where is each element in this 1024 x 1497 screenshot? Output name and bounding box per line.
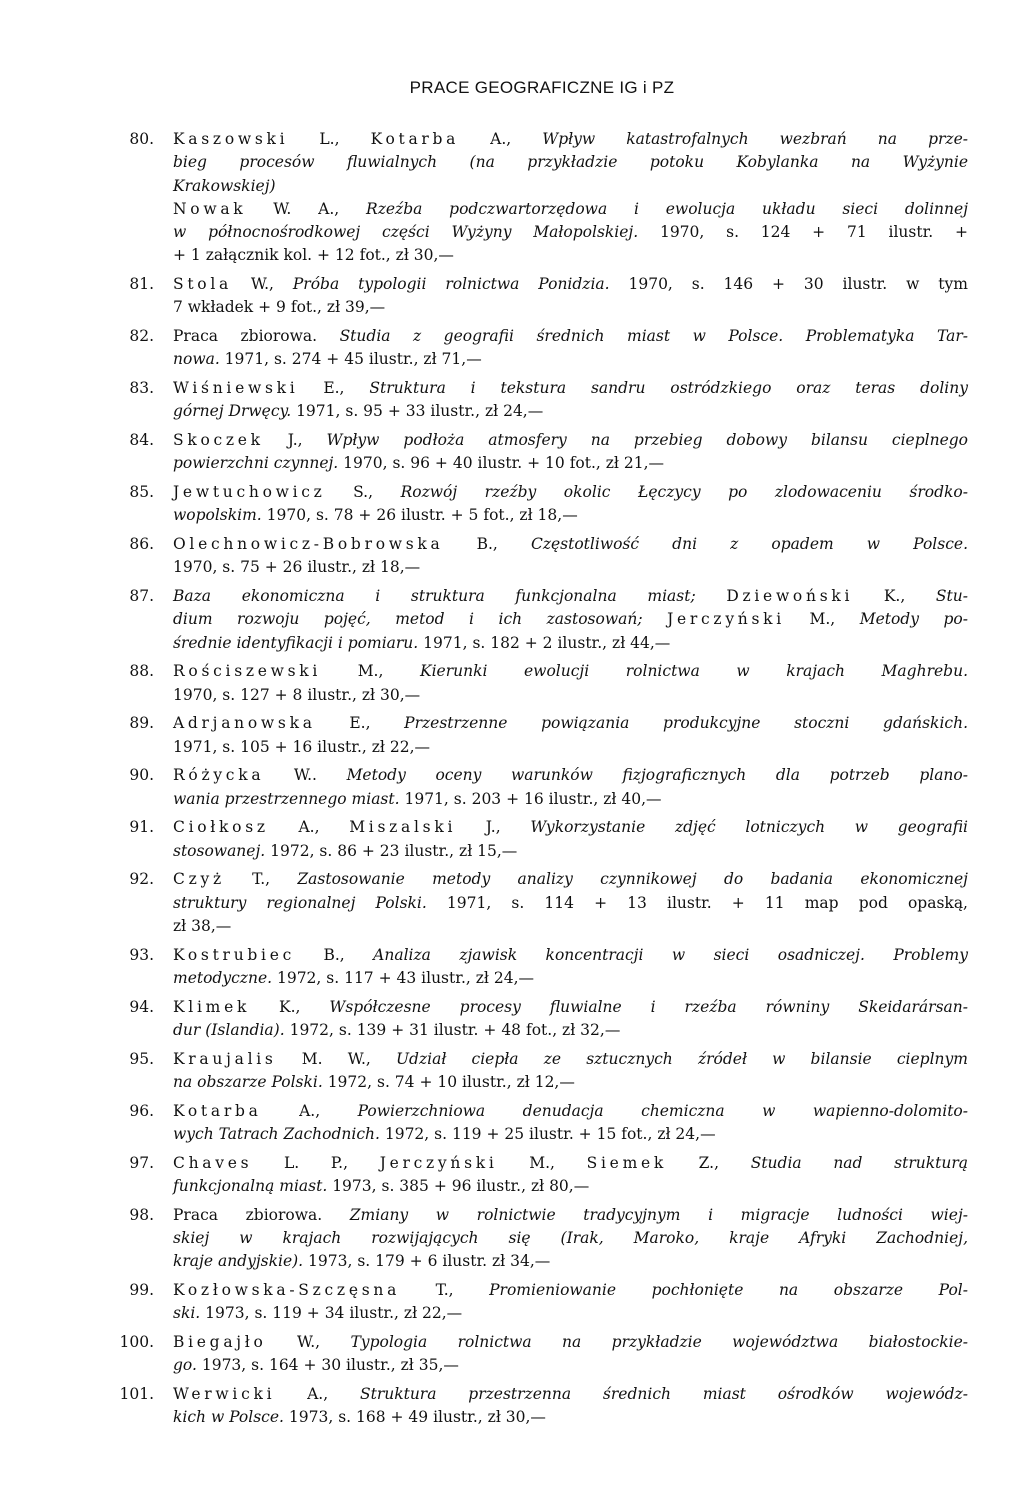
entry-author: Nowak [173, 199, 247, 218]
entry-line [173, 452, 968, 475]
entry-number: 82. [129, 327, 154, 346]
entry-title-text: go. [173, 1356, 197, 1375]
entry-line [173, 348, 968, 371]
entry-text: B., [295, 945, 374, 964]
entry-title-text: Współczesne procesy fluwialne i rzeźba równiny Skeidarársan- [329, 997, 968, 1016]
entry-author: Biegajło [173, 1332, 267, 1351]
entry-title-text: Przestrzenne powiązania produkcyjne stoczni gdańskich. [404, 714, 968, 733]
entry-line [173, 1406, 968, 1429]
entry-text: M., [497, 1153, 587, 1172]
entry-line [173, 221, 968, 244]
entry-number: 101. [119, 1384, 154, 1403]
entry-text: 1970, s. 127 + 8 ilustr., zł 30,— [173, 685, 421, 704]
entry-title-text: funkcjonalną miast. [173, 1176, 328, 1195]
entry-text: M., [784, 610, 860, 629]
entry-line [173, 481, 968, 504]
entry-line [173, 632, 968, 655]
entry-title-text: Zmiany w rolnictwie tradycyjnym i migracje ludności wiej- [349, 1205, 968, 1224]
entry-author: Werwicki [173, 1384, 276, 1403]
entry-author: Kostrubiec [173, 945, 296, 964]
entry-line [173, 967, 968, 990]
entry-text: M. W., [276, 1049, 396, 1068]
entry-text: 1973, s. 119 + 34 ilustr., zł 22,— [200, 1304, 463, 1323]
entry-number: 80. [129, 130, 154, 148]
entry-line [173, 1048, 968, 1071]
entry-title-text: górnej Drwęcy. [173, 402, 292, 421]
entry-text: S., [325, 483, 401, 502]
entry-text: W.. [264, 766, 347, 785]
entry-text: 1971, s. 182 + 2 ilustr., zł 44,— [418, 633, 671, 652]
entry-line [173, 1152, 968, 1175]
entry-text: Praca zbiorowa. [173, 327, 340, 346]
entry-text: 1970, s. 75 + 26 ilustr., zł 18,— [173, 558, 421, 577]
bibliography-entry [118, 660, 968, 707]
entry-text: 1971, s. 274 + 45 ilustr., zł 71,— [219, 350, 482, 369]
entry-title-text: Stu- [935, 587, 968, 606]
entry-number: 90. [129, 766, 154, 785]
entry-title-text: powierzchni czynnej. [173, 454, 339, 473]
entry-line [173, 429, 968, 452]
entry-number: 87. [129, 587, 154, 606]
entry-title-text: Typologia rolnictwa na przykładzie województwa białostockie- [350, 1332, 968, 1351]
entry-text: T., [224, 870, 298, 889]
entry-text: 1972, s. 139 + 31 ilustr. + 48 fot., zł 32,— [284, 1020, 621, 1039]
bibliography-entry [118, 996, 968, 1043]
entry-line [173, 1204, 968, 1227]
entry-line [173, 892, 968, 915]
entry-line [173, 504, 968, 527]
bibliography-entry [118, 585, 968, 655]
entry-line [173, 1071, 968, 1094]
entry-title-text: Struktura przestrzenna średnich miast ośrodków wojewódz- [359, 1384, 968, 1403]
entry-text: A., [275, 1384, 360, 1403]
entry-title-text: skiej w krajach rozwijających się (Irak, Maroko, kraje Afryki Zachodniej, [173, 1228, 968, 1247]
entry-author: Siemek [586, 1153, 667, 1172]
entry-line [173, 556, 968, 579]
entry-text: 1973, s. 385 + 96 ilustr., zł 80,— [327, 1176, 590, 1195]
entry-line [173, 151, 968, 174]
bibliography-entry [118, 128, 968, 268]
bibliography-entry [118, 712, 968, 759]
entry-title-text: Metody po- [859, 610, 968, 629]
entry-title-text: Powierzchniowa denudacja chemiczna w wapienno-dolomito- [357, 1101, 968, 1120]
entry-number: 83. [129, 379, 154, 398]
entry-line [173, 764, 968, 787]
entry-line [173, 816, 968, 839]
entry-line [173, 175, 968, 198]
entry-author: Czyż [173, 870, 225, 889]
entry-line [173, 400, 968, 423]
entry-number: 97. [129, 1153, 154, 1172]
entry-text: 1971, s. 114 + 13 ilustr. + 11 map pod opaską, [426, 893, 968, 912]
entry-text: 1970, s. 78 + 26 ilustr. + 5 fot., zł 18,— [261, 506, 578, 525]
bibliography-entry [118, 1383, 968, 1430]
entry-line [173, 1302, 968, 1325]
entry-author: Kraujalis [173, 1049, 277, 1068]
entry-title-text: Próba typologii rolnictwa Ponidzia. [292, 275, 610, 294]
bibliography-entry [118, 377, 968, 424]
entry-text: L., [288, 130, 371, 148]
entry-text: 1973, s. 164 + 30 ilustr., zł 35,— [196, 1356, 459, 1375]
entry-title-text: w północnośrodkowej części Wyżyny Małopolskiej. [173, 223, 639, 242]
entry-text: T., [400, 1280, 490, 1299]
entry-author: Klimek [173, 997, 251, 1016]
entry-title-text: ski. [173, 1304, 201, 1323]
entry-line [173, 996, 968, 1019]
entry-text: E., [315, 714, 405, 733]
entry-line [173, 1331, 968, 1354]
bibliography-entry [118, 1048, 968, 1095]
entry-author: Kozłowska-Szczęsna [173, 1280, 401, 1299]
entry-text: A., [261, 1101, 358, 1120]
entry-title-text: Częstotliwość dni z opadem w Polsce. [530, 535, 968, 554]
entry-text: 1973, s. 179 + 6 ilustr. zł 34,— [303, 1252, 551, 1271]
entry-text: 1972, s. 117 + 43 ilustr., zł 24,— [272, 968, 534, 987]
entry-title-text: Kierunki ewolucji rolnictwa w krajach Maghrebu. [420, 662, 968, 681]
entry-line [173, 840, 968, 863]
entry-line [173, 1383, 968, 1406]
entry-author: Skoczek [173, 431, 264, 450]
entry-line [173, 1123, 968, 1146]
entry-text: 1973, s. 168 + 49 ilustr., zł 30,— [283, 1408, 546, 1427]
entry-line [173, 684, 968, 707]
entry-title-text: Krakowskiej) [173, 176, 276, 195]
entry-number: 81. [129, 275, 154, 294]
entry-line [173, 1354, 968, 1377]
bibliography-entry [118, 868, 968, 938]
entry-line [173, 296, 968, 319]
entry-text: 1970, s. 146 + 30 ilustr. w tym [609, 275, 968, 294]
entry-text: 1971, s. 203 + 16 ilustr., zł 40,— [399, 789, 662, 808]
entry-author: Ciołkosz [173, 818, 269, 837]
entry-author: Dziewoński [726, 587, 854, 606]
entry-line [173, 868, 968, 891]
entry-text: 7 wkładek + 9 fot., zł 39,— [173, 298, 386, 317]
entry-text: J., [456, 818, 531, 837]
bibliography-entry [118, 944, 968, 991]
entry-number: 93. [129, 945, 154, 964]
entry-number: 86. [129, 535, 154, 554]
entry-title-text: na obszarze Polski. [173, 1072, 323, 1091]
entry-line [173, 273, 968, 296]
entry-line [173, 377, 968, 400]
entry-line [173, 1019, 968, 1042]
entry-title-text: Zastosowanie metody analizy czynnikowej do badania ekonomicznej [297, 870, 968, 889]
entry-text: Z., [667, 1153, 751, 1172]
entry-text: 1972, s. 119 + 25 ilustr. + 15 fot., zł 24,— [379, 1124, 716, 1143]
entry-line [173, 944, 968, 967]
entry-line [173, 1227, 968, 1250]
entry-author: Adrjanowska [173, 714, 316, 733]
entry-text: A., [459, 130, 543, 148]
entry-title-text: bieg procesów fluwialnych (na przykładzie potoku Kobylanka na Wyżynie [173, 153, 968, 172]
entry-number: 91. [129, 818, 154, 837]
bibliography-entry [118, 1204, 968, 1274]
entry-line [173, 325, 968, 348]
entry-title-text: Struktura i tekstura sandru ostródzkiego oraz teras doliny [369, 379, 968, 398]
entry-line [173, 1175, 968, 1198]
entry-line [173, 244, 968, 267]
entry-text: J., [263, 431, 327, 450]
entry-author: Miszalski [349, 818, 457, 837]
entry-line [173, 1100, 968, 1123]
entry-number: 85. [129, 483, 154, 502]
entry-author: Jewtuchowicz [173, 483, 326, 502]
entry-text [643, 610, 668, 628]
entry-text: E., [298, 379, 370, 398]
entry-text: 1972, s. 86 + 23 ilustr., zł 15,— [265, 841, 518, 860]
entry-author: Stola [173, 275, 232, 294]
entry-text: B., [443, 535, 531, 554]
entry-line [173, 736, 968, 759]
entry-title-text: Wykorzystanie zdjęć lotniczych w geografii [530, 818, 969, 837]
entry-text: Praca zbiorowa. [173, 1205, 350, 1224]
entry-title-text: Baza ekonomiczna i struktura funkcjonalna miast; [173, 587, 696, 606]
entry-text: 1971, s. 105 + 16 ilustr., zł 22,— [173, 737, 431, 756]
entry-line [173, 1279, 968, 1302]
entry-title-text: Rozwój rzeźby okolic Łęczycy po zlodowaceniu środko- [400, 483, 969, 502]
entry-title-text: Udział ciepła ze sztucznych źródeł w bilansie cieplnym [395, 1049, 968, 1068]
entry-line [173, 585, 968, 608]
entry-number: 98. [129, 1205, 154, 1224]
entry-text: M., [321, 662, 420, 681]
entry-line [173, 128, 968, 151]
entry-author: Wiśniewski [173, 379, 299, 398]
entry-title-text: Promieniowanie pochłonięte na obszarze Pol- [489, 1280, 968, 1299]
bibliography-entry [118, 1279, 968, 1326]
entry-title-text: kich w Polsce. [173, 1408, 284, 1427]
entry-author: Olechnowicz-Bobrowska [173, 535, 444, 554]
entry-line [173, 533, 968, 556]
bibliography-entry [118, 1331, 968, 1378]
entry-line [173, 1250, 968, 1273]
entry-title-text: wopolskim. [173, 506, 262, 525]
bibliography-entry [118, 273, 968, 320]
entry-title-text: dium rozwoju pojęć, metod i ich zastosowań; [173, 610, 643, 629]
entry-title-text: nowa. [173, 350, 220, 369]
entry-title-text: Studia nad strukturą [750, 1153, 968, 1172]
entry-author: Kotarba [370, 130, 460, 148]
entry-title-text: wania przestrzennego miast. [173, 789, 400, 808]
entry-text: zł 38,— [173, 916, 232, 935]
entry-author: Rościszewski [173, 662, 322, 681]
bibliography-entry [118, 1100, 968, 1147]
entry-line [173, 788, 968, 811]
entry-title-text: średnie identyfikacji i pomiaru. [173, 633, 419, 652]
entry-text: 1971, s. 95 + 33 ilustr., zł 24,— [291, 402, 544, 421]
entry-title-text: stosowanej. [173, 841, 266, 860]
bibliography-entry [118, 533, 968, 580]
entry-number: 100. [119, 1332, 154, 1351]
entry-author: Jerczyński [379, 1153, 498, 1172]
entry-title-text: Studia z geografii średnich miast w Polsce. Problematyka Tar- [339, 327, 968, 346]
entry-number: 89. [129, 714, 154, 733]
entry-text: W., [231, 275, 293, 294]
entry-number: 88. [129, 662, 154, 681]
bibliography-entry [118, 764, 968, 811]
entry-text: A., [268, 818, 350, 837]
entry-number: 84. [129, 431, 154, 450]
entry-text [696, 587, 727, 605]
entry-text: W. A., [246, 199, 367, 218]
bibliography-entry [118, 481, 968, 528]
entry-title-text: metodyczne. [173, 968, 273, 987]
entry-title-text: Wpływ katastrofalnych wezbrań na prze- [542, 130, 968, 148]
entry-text: L. P., [252, 1153, 380, 1172]
entry-number: 92. [129, 870, 154, 889]
entry-text: 1972, s. 74 + 10 ilustr., zł 12,— [322, 1072, 575, 1091]
entry-author: Kotarba [173, 1101, 262, 1120]
entry-author: Chaves [173, 1153, 253, 1172]
entry-title-text: wych Tatrach Zachodnich. [173, 1124, 380, 1143]
entry-title-text: Metody oceny warunków fizjograficznych dla potrzeb plano- [346, 766, 968, 785]
entry-title-text: Rzeźba podczwartorzędowa i ewolucja układu sieci dolinnej [366, 199, 968, 218]
entry-line [173, 660, 968, 683]
entry-number: 99. [129, 1280, 154, 1299]
entry-line [173, 712, 968, 735]
page-header: PRACE GEOGRAFICZNE IG i PZ [409, 78, 675, 97]
entry-text: K., [250, 997, 330, 1016]
entry-title-text: kraje andyjskie). [173, 1252, 304, 1271]
bibliography-entry [118, 325, 968, 372]
entry-number: 94. [129, 997, 154, 1016]
entry-title-text: struktury regionalnej Polski. [173, 893, 427, 912]
entry-text: W., [266, 1332, 351, 1351]
bibliography-entry [118, 429, 968, 476]
entry-text: + 1 załącznik kol. + 12 fot., zł 30,— [173, 246, 454, 265]
entry-number: 96. [129, 1101, 154, 1120]
entry-line [173, 608, 968, 631]
entry-author: Różycka [173, 766, 265, 785]
bibliography-entry [118, 1152, 968, 1199]
entry-text: 1970, s. 96 + 40 ilustr. + 10 fot., zł 21,— [338, 454, 665, 473]
entry-text: K., [853, 587, 936, 606]
entry-number: 95. [129, 1049, 154, 1068]
entry-title-text: dur (Islandia). [173, 1020, 285, 1039]
bibliography-entry [118, 816, 968, 863]
entry-author: Kaszowski [173, 130, 289, 148]
bibliography-list [118, 128, 968, 1435]
entry-line [173, 198, 968, 221]
entry-title-text: Wpływ podłoża atmosfery na przebieg dobowy bilansu cieplnego [326, 431, 969, 450]
entry-text: 1970, s. 124 + 71 ilustr. + [638, 223, 968, 242]
entry-title-text: Analiza zjawisk koncentracji w sieci osadniczej. Problemy [373, 945, 968, 964]
entry-author: Jerczyński [667, 610, 785, 629]
entry-line [173, 915, 968, 938]
